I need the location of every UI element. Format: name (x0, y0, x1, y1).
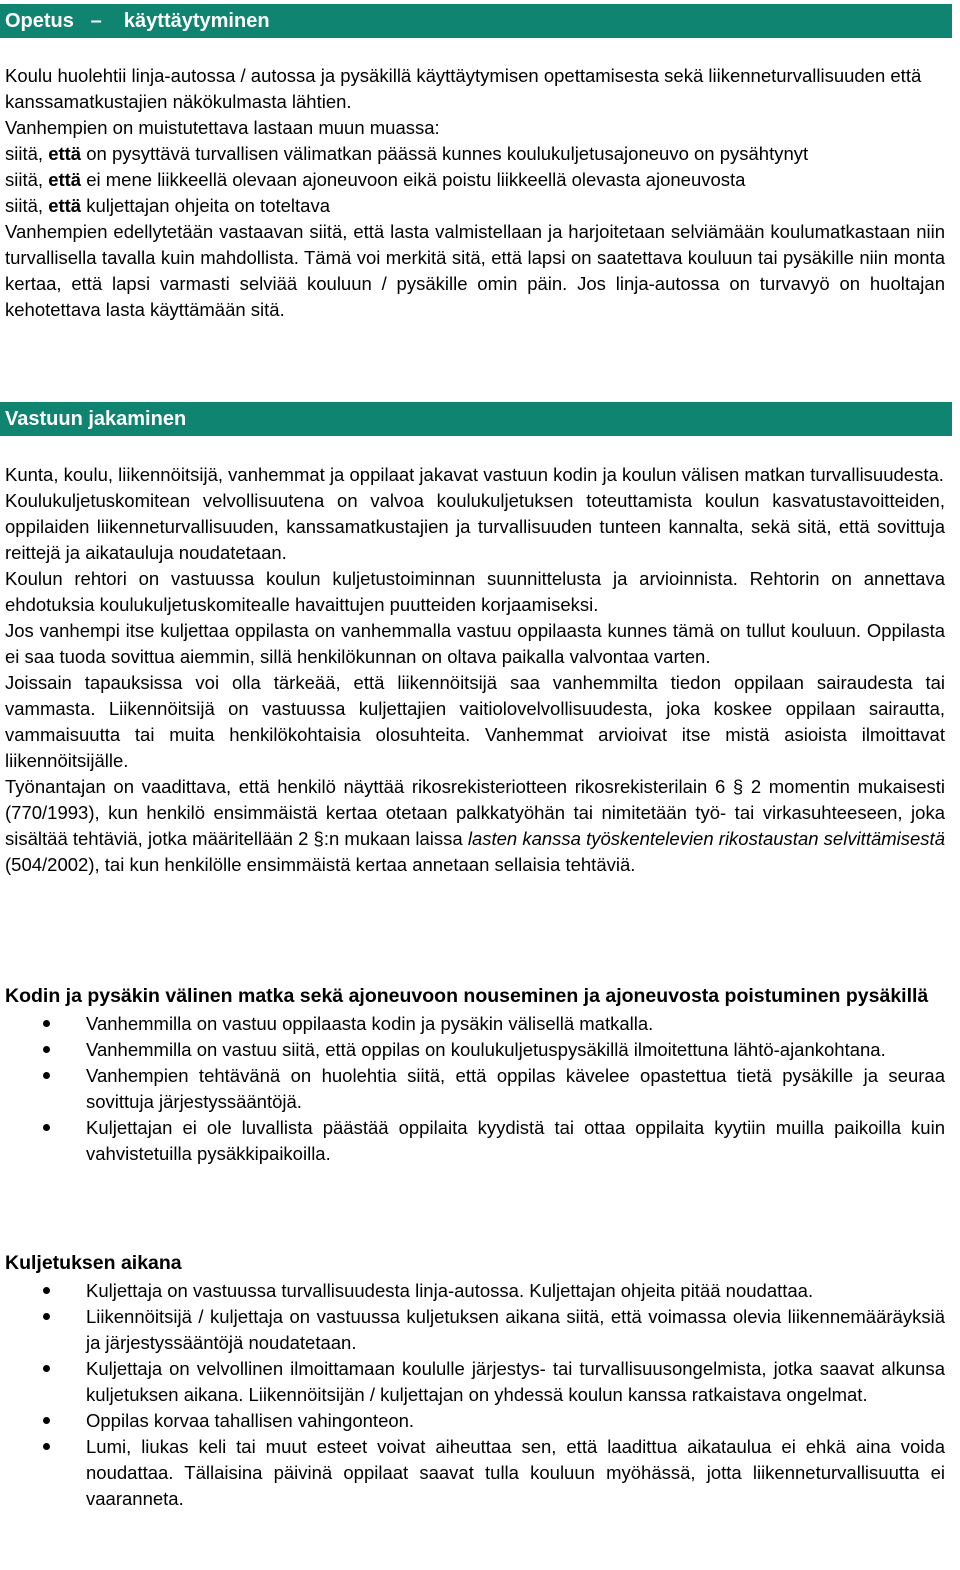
paragraph: Joissain tapauksissa voi olla tärkeää, että liikennöitsijä saa vanhemmilta tiedon oppilaan sairaudesta tai vammasta. Liikennöitsijä on vastuussa kuljettajien vaitiolovelvollisuudesta, joka koskee oppilaan sairautta, vammaisuutta tai muita henkilökohtaisia olosuhteita. Vanhemmat arvioivat itse mistä asioista ilmoittavat liikennöitsijälle. (5, 672, 945, 771)
subheading: Kodin ja pysäkin välinen matka sekä ajoneuvoon nouseminen ja ajoneuvosta poistuminen pysäkillä (5, 985, 929, 1007)
bullet-icon (43, 1072, 50, 1079)
section-vastuu-body (5, 462, 945, 878)
section-header-vastuun-jakaminen: Vastuun jakaminen (0, 402, 952, 436)
paragraph: siitä, että kuljettajan ohjeita on toteltava (5, 195, 330, 216)
paragraph: Jos vanhempi itse kuljettaa oppilasta on vanhemmalla vastuu oppilaasta kunnes tämä on tullut kouluun. Oppilasta ei saa tuoda sovittua aiemmin, sillä henkilökunnan on oltava paikalla valvontaa varten. (5, 620, 945, 667)
bullet-icon (43, 1124, 50, 1131)
paragraph: Koulu huolehtii linja-autossa / autossa ja pysäkillä käyttäytymisen opettamisesta sekä liikenneturvallisuuden että kanssamatkustajien näkökulmasta lähtien. (5, 65, 922, 112)
paragraph: Koulukuljetuskomitean velvollisuutena on valvoa koulukuljetuksen toteuttamista koulun kasvatustavoitteiden, oppilaiden liikenneturvallisuuden, kanssamatkustajien ja turvallisuuden tunteen kannalta, sekä sitä, että sovittuja reittejä ja aikatauluja noudatetaan. (5, 490, 945, 563)
list-item: Kuljettaja on velvollinen ilmoittamaan koululle järjestys- tai turvallisuusongelmista, jotka saavat alkunsa kuljetuksen aikana. Liikennöitsijän / kuljettajan on yhdessä koulun kanssa ratkaistava ongelmat. (5, 1356, 945, 1408)
bullet-list (5, 1278, 945, 1512)
paragraph: siitä, että on pysyttävä turvallisen välimatkan päässä kunnes koulukuljetusajoneuvo on pysähtynyt (5, 143, 809, 164)
bullet-icon (43, 1443, 50, 1450)
subheading: Kuljetuksen aikana (5, 1252, 182, 1274)
bullet-icon (43, 1287, 50, 1294)
list-item: Kuljettajan ei ole luvallista päästää oppilaita kyydistä tai ottaa oppilaita kyytiin muilla paikoilla kuin vahvistetuilla pysäkkipaikoilla. (5, 1115, 945, 1167)
bullet-icon (43, 1313, 50, 1320)
paragraph: Työnantajan on vaadittava, että henkilö näyttää rikosrekisteriotteen rikosrekisterilain 6 § 2 momentin mukaisesti (770/1993), kun henkilö ensimmäistä kertaa otetaan palkkatyöhän tai nimitetään työ- tai virkasuhteeseen, joka sisältää tehtäviä, jotka määritellään 2 §:n mukaan laissa lasten kanssa työskentelevien rikostaustan selvittämisestä (504/2002), tai kun henkilölle ensimmäistä kertaa annetaan sellaisia tehtäviä. (5, 776, 945, 875)
list-item: Oppilas korvaa tahallisen vahingonteon. (5, 1408, 945, 1434)
paragraph: Koulun rehtori on vastuussa koulun kuljetustoiminnan suunnittelusta ja arvioinnista. Rehtorin on annettava ehdotuksia koulukuljetuskomitealle havaittujen puutteiden korjaamiseksi. (5, 568, 945, 615)
bullet-icon (43, 1020, 50, 1027)
paragraph: Vanhempien on muistutettava lastaan muun muassa: (5, 117, 440, 138)
bullet-list (5, 1011, 945, 1167)
list-item: Vanhemmilla on vastuu siitä, että oppilas on koulukuljetuspysäkillä ilmoitettuna lähtö-ajankohtana. (5, 1037, 945, 1063)
section-header-opetus: Opetus – käyttäytyminen (0, 4, 952, 38)
list-item: Kuljettaja on vastuussa turvallisuudesta linja-autossa. Kuljettajan ohjeita pitää noudattaa. (5, 1278, 945, 1304)
section-kuljetuksen-aikana (5, 1250, 945, 1512)
list-item: Lumi, liukas keli tai muut esteet voivat aiheuttaa sen, että laadittua aikataulua ei ehkä aina voida noudattaa. Tällaisina päivinä oppilaat saavat tulla kouluun myöhässä, jotta liikenneturvallisuutta ei vaaranneta. (5, 1434, 945, 1512)
bullet-icon (43, 1046, 50, 1053)
list-item: Liikennöitsijä / kuljettaja on vastuussa kuljetuksen aikana siitä, että voimassa olevia liikennemääräyksiä ja järjestyssääntöjä noudatetaan. (5, 1304, 945, 1356)
bullet-icon (43, 1417, 50, 1424)
list-item: Vanhempien tehtävänä on huolehtia siitä, että oppilas kävelee opastettua tietä pysäkille ja seuraa sovittuja järjestyssääntöjä. (5, 1063, 945, 1115)
list-item: Vanhemmilla on vastuu oppilaasta kodin ja pysäkin välisellä matkalla. (5, 1011, 945, 1037)
paragraph: Vanhempien edellytetään vastaavan siitä, että lasta valmistellaan ja harjoitetaan selviämään koulumatkastaan niin turvallisella tavalla kuin mahdollista. Tämä voi merkitä sitä, että lapsi on saatettava kouluun tai pysäkille niin monta kertaa, että lapsi varmasti selviää kouluun / pysäkille omin päin. Jos linja-autossa on turvavyö on huoltajan kehotettava lasta käyttämään sitä. (5, 221, 945, 320)
paragraph: Kunta, koulu, liikennöitsijä, vanhemmat ja oppilaat jakavat vastuun kodin ja koulun välisen matkan turvallisuudesta. (5, 464, 944, 485)
section-kodin-ja-pysakin (5, 983, 945, 1167)
section-opetus-body (5, 63, 945, 323)
paragraph: siitä, että ei mene liikkeellä olevaan ajoneuvoon eikä poistu liikkeellä olevasta ajoneuvosta (5, 169, 746, 190)
bullet-icon (43, 1365, 50, 1372)
